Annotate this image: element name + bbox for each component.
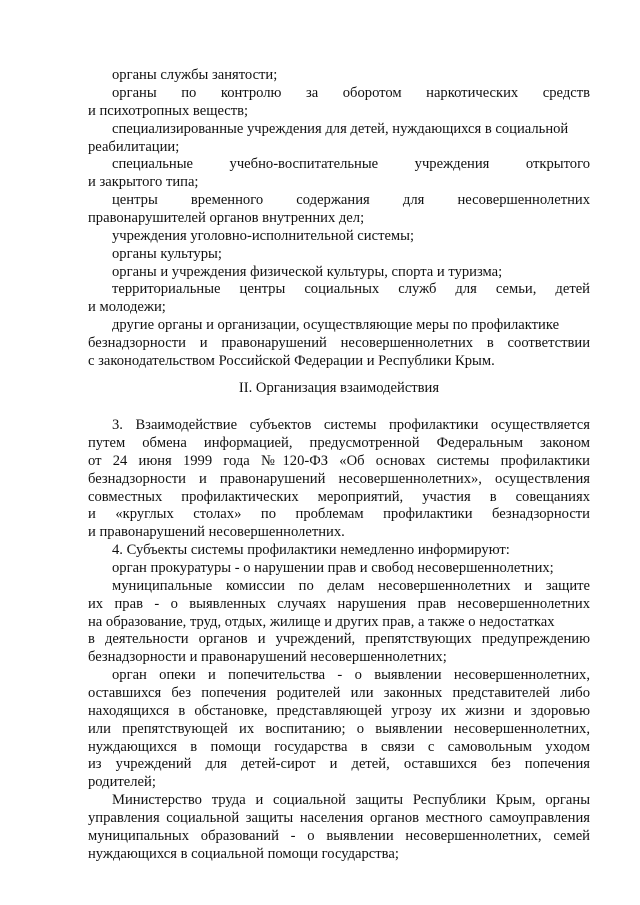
text-line: территориальные центры социальных служб для семьи, детей	[112, 281, 590, 297]
text-line: учреждения уголовно-исполнительной системы;	[112, 228, 415, 244]
text-line: совместных профилактических мероприятий, участия в совещаниях	[88, 489, 590, 505]
text-line: муниципальные комиссии по делам несовершеннолетних и защите	[112, 578, 590, 594]
text-line: из учреждений для детей-сирот и детей, оставшихся без попечения	[88, 756, 590, 772]
text-line: специальные учебно-воспитательные учреждения открытого	[112, 156, 590, 172]
text-line: оставшихся без попечения родителей или законных представителей либо	[88, 685, 590, 701]
section-heading: II. Организация взаимодействия	[238, 380, 440, 396]
text-line: путем обмена информацией, предусмотренной Федеральным законом	[88, 435, 590, 451]
text-line: муниципальных образований - о выявлении несовершеннолетних, семей	[88, 828, 590, 844]
text-line: находящихся в обстановке, представляющей угрозу их жизни и здоровью	[88, 703, 590, 719]
text-line: управления социальной защиты населения органов местного самоуправления	[88, 810, 590, 826]
text-line: органы службы занятости;	[112, 67, 278, 83]
text-line: реабилитации;	[88, 139, 180, 155]
text-line: органы по контролю за оборотом наркотических средств	[112, 85, 590, 101]
text-line: в деятельности органов и учреждений, препятствующих предупреждению	[88, 631, 590, 647]
text-line: безнадзорности и правонарушений несовершеннолетних;	[88, 649, 447, 665]
text-line: и «круглых столах» по проблемам профилактики безнадзорности	[88, 506, 590, 522]
text-line: центры временного содержания для несовершеннолетних	[112, 192, 590, 208]
text-line: родителей;	[88, 774, 156, 790]
text-line: нуждающихся в социальной помощи государства;	[88, 846, 399, 862]
text-line: безнадзорности и правонарушений несовершеннолетних», осуществления	[88, 471, 590, 487]
text-line: 4. Субъекты системы профилактики немедленно информируют:	[112, 542, 510, 558]
text-line: от 24 июня 1999 года №120-ФЗ «Об основах системы профилактики	[88, 453, 590, 469]
text-line: орган опеки и попечительства - о выявлении несовершеннолетних,	[112, 667, 590, 683]
text-line: или препятствующей их воспитанию; о выявлении несовершеннолетних,	[88, 721, 590, 737]
text-line: нуждающихся в помощи государства в связи с самовольным уходом	[88, 739, 590, 755]
text-line: на образование, труд, отдых, жилище и других прав, а также о недостатках	[88, 614, 555, 630]
text-line: 3. Взаимодействие субъектов системы профилактики осуществляется	[112, 417, 590, 433]
text-line: и правонарушений несовершеннолетних.	[88, 524, 345, 540]
text-line: правонарушителей органов внутренних дел;	[88, 210, 365, 226]
text-line: и психотропных веществ;	[88, 103, 249, 119]
text-line: их прав - о выявленных случаях нарушения прав несовершеннолетних	[88, 596, 590, 612]
text-line: и молодежи;	[88, 299, 166, 315]
text-line: Министерство труда и социальной защиты Республики Крым, органы	[112, 792, 590, 808]
text-line: специализированные учреждения для детей, нуждающихся в социальной	[112, 121, 569, 137]
text-line: органы культуры;	[112, 246, 222, 262]
text-line: другие органы и организации, осуществляющие меры по профилактике	[112, 317, 560, 333]
text-line: и закрытого типа;	[88, 174, 199, 190]
text-line: с законодательством Российской Федерации и Республики Крым.	[88, 353, 495, 369]
text-line: органы и учреждения физической культуры, спорта и туризма;	[112, 264, 503, 280]
text-line: орган прокуратуры - о нарушении прав и свобод несовершеннолетних;	[112, 560, 554, 576]
text-line: безнадзорности и правонарушений несовершеннолетних в соответствии	[88, 335, 590, 351]
